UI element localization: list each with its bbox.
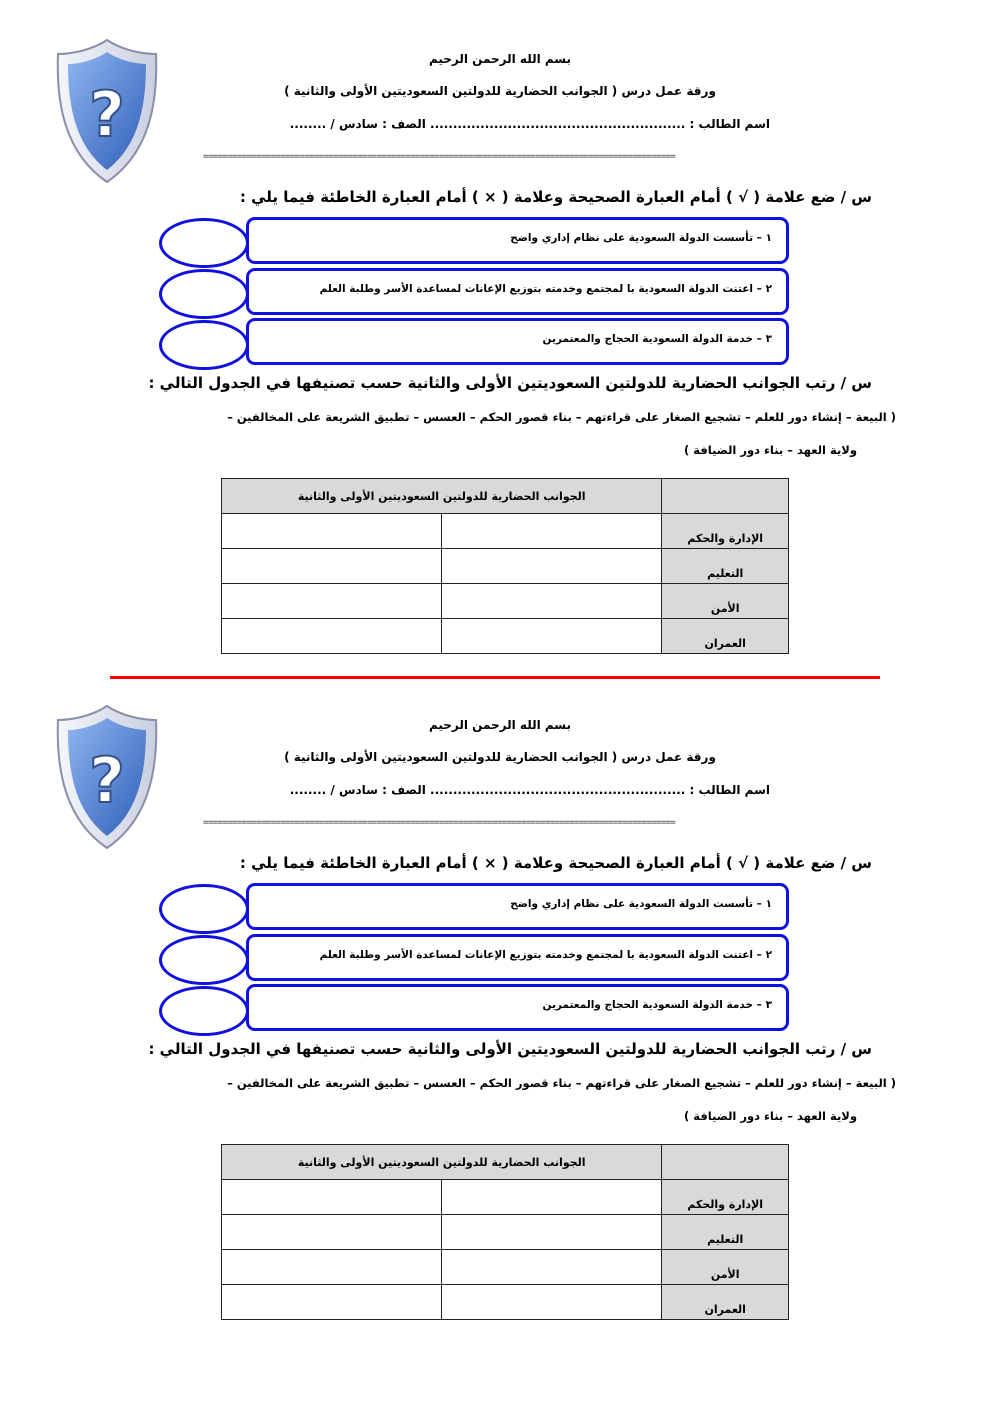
table-row [222, 584, 789, 619]
worksheet-title: ورقة عمل درس ( الجوانب الحضارية للدولتين السعوديتين الأولى والثانية ) [284, 84, 716, 98]
answer-cell[interactable] [222, 1250, 442, 1285]
question1-prompt: س / ضع علامة ( √ ) أمام العبارة الصحيحة وعلامة ( × ) أمام العبارة الخاطئة فيما يلي : [239, 188, 872, 206]
answer-cell[interactable] [442, 549, 662, 584]
word-bank-line-2: ولاية العهد – بناء دور الضيافة ) [683, 443, 857, 457]
student-name-line: اسم الطالب : ........................................................ الصف : سادس / ........ [289, 783, 770, 797]
answer-oval-2[interactable] [159, 269, 249, 319]
table-row [222, 1180, 789, 1215]
worksheet-copy-1 [0, 0, 992, 666]
question2-prompt: س / رتب الجوانب الحضارية للدولتين السعوديتين الأولى والثانية حسب تصنيفها في الجدول التالي : [148, 374, 872, 392]
table-row [222, 1285, 789, 1320]
row-label: الأمن [662, 584, 789, 619]
answer-cell[interactable] [442, 1250, 662, 1285]
separator-line: ================================================================================================== [203, 818, 676, 828]
statement-text: ٣ – خدمة الدولة السعودية الحجاج والمعتمرين [542, 333, 772, 345]
row-label: الإدارة والحكم [662, 1180, 789, 1215]
answer-oval-1[interactable] [159, 218, 249, 268]
statement-box-1 [246, 217, 789, 264]
answer-cell[interactable] [222, 1285, 442, 1320]
separator-line: ================================================================================================== [203, 152, 676, 162]
table-header: الجوانب الحضارية للدولتين السعوديتين الأولى والثانية [222, 1145, 662, 1180]
table-row [222, 514, 789, 549]
answer-cell[interactable] [442, 1285, 662, 1320]
table-row [222, 619, 789, 654]
question2-prompt: س / رتب الجوانب الحضارية للدولتين السعوديتين الأولى والثانية حسب تصنيفها في الجدول التالي : [148, 1040, 872, 1058]
svg-text:?: ? [89, 744, 125, 817]
row-label: التعليم [662, 1215, 789, 1250]
answer-oval-3[interactable] [159, 986, 249, 1036]
answer-oval-3[interactable] [159, 320, 249, 370]
answer-cell[interactable] [222, 1180, 442, 1215]
shield-question-icon [52, 36, 162, 186]
answer-cell[interactable] [442, 584, 662, 619]
classification-table [221, 1144, 789, 1320]
svg-text:?: ? [89, 78, 125, 151]
row-label: الإدارة والحكم [662, 514, 789, 549]
header-corner-cell [662, 1145, 789, 1180]
answer-cell[interactable] [222, 514, 442, 549]
shield-question-icon [52, 702, 162, 852]
basmala-heading: بسم الله الرحمن الرحيم [428, 52, 572, 66]
answer-cell[interactable] [442, 619, 662, 654]
statement-text: ١ – تأسست الدولة السعودية على نظام إداري واضح [510, 898, 772, 910]
classification-table [221, 478, 789, 654]
answer-oval-2[interactable] [159, 935, 249, 985]
worksheet-title: ورقة عمل درس ( الجوانب الحضارية للدولتين السعوديتين الأولى والثانية ) [284, 750, 716, 764]
answer-cell[interactable] [222, 619, 442, 654]
basmala-heading: بسم الله الرحمن الرحيم [428, 718, 572, 732]
statement-text: ١ – تأسست الدولة السعودية على نظام إداري واضح [510, 232, 772, 244]
statement-box-3 [246, 984, 789, 1031]
answer-cell[interactable] [442, 1180, 662, 1215]
table-row [222, 1250, 789, 1285]
question1-prompt: س / ضع علامة ( √ ) أمام العبارة الصحيحة وعلامة ( × ) أمام العبارة الخاطئة فيما يلي : [239, 854, 872, 872]
answer-oval-1[interactable] [159, 884, 249, 934]
answer-cell[interactable] [222, 1215, 442, 1250]
table-header: الجوانب الحضارية للدولتين السعوديتين الأولى والثانية [222, 479, 662, 514]
statement-text: ٢ – اعتنت الدولة السعودية با لمجتمع وخدمته بتوزيع الإعانات لمساعدة الأسر وطلبة العلم [319, 283, 772, 295]
answer-cell[interactable] [222, 549, 442, 584]
table-header-row [222, 1145, 789, 1180]
table-row [222, 1215, 789, 1250]
answer-cell[interactable] [442, 514, 662, 549]
word-bank-line-1: ( البيعة – إنشاء دور للعلم – تشجيع الصغار على قراءتهم – بناء قصور الحكم – العسس – تطبيق الشريعة على المخالفين – [227, 410, 896, 424]
statement-box-3 [246, 318, 789, 365]
row-label: العمران [662, 1285, 789, 1320]
statement-text: ٢ – اعتنت الدولة السعودية با لمجتمع وخدمته بتوزيع الإعانات لمساعدة الأسر وطلبة العلم [319, 949, 772, 961]
word-bank-line-2: ولاية العهد – بناء دور الضيافة ) [683, 1109, 857, 1123]
row-label: العمران [662, 619, 789, 654]
statement-box-1 [246, 883, 789, 930]
header-corner-cell [662, 479, 789, 514]
answer-cell[interactable] [442, 1215, 662, 1250]
statement-box-2 [246, 934, 789, 981]
word-bank-line-1: ( البيعة – إنشاء دور للعلم – تشجيع الصغار على قراءتهم – بناء قصور الحكم – العسس – تطبيق الشريعة على المخالفين – [227, 1076, 896, 1090]
row-label: الأمن [662, 1250, 789, 1285]
student-name-line: اسم الطالب : ........................................................ الصف : سادس / ........ [289, 117, 770, 131]
table-header-row [222, 479, 789, 514]
table-row [222, 549, 789, 584]
worksheet-copy-2 [0, 666, 992, 1332]
statement-box-2 [246, 268, 789, 315]
row-label: التعليم [662, 549, 789, 584]
answer-cell[interactable] [222, 584, 442, 619]
statement-text: ٣ – خدمة الدولة السعودية الحجاج والمعتمرين [542, 999, 772, 1011]
